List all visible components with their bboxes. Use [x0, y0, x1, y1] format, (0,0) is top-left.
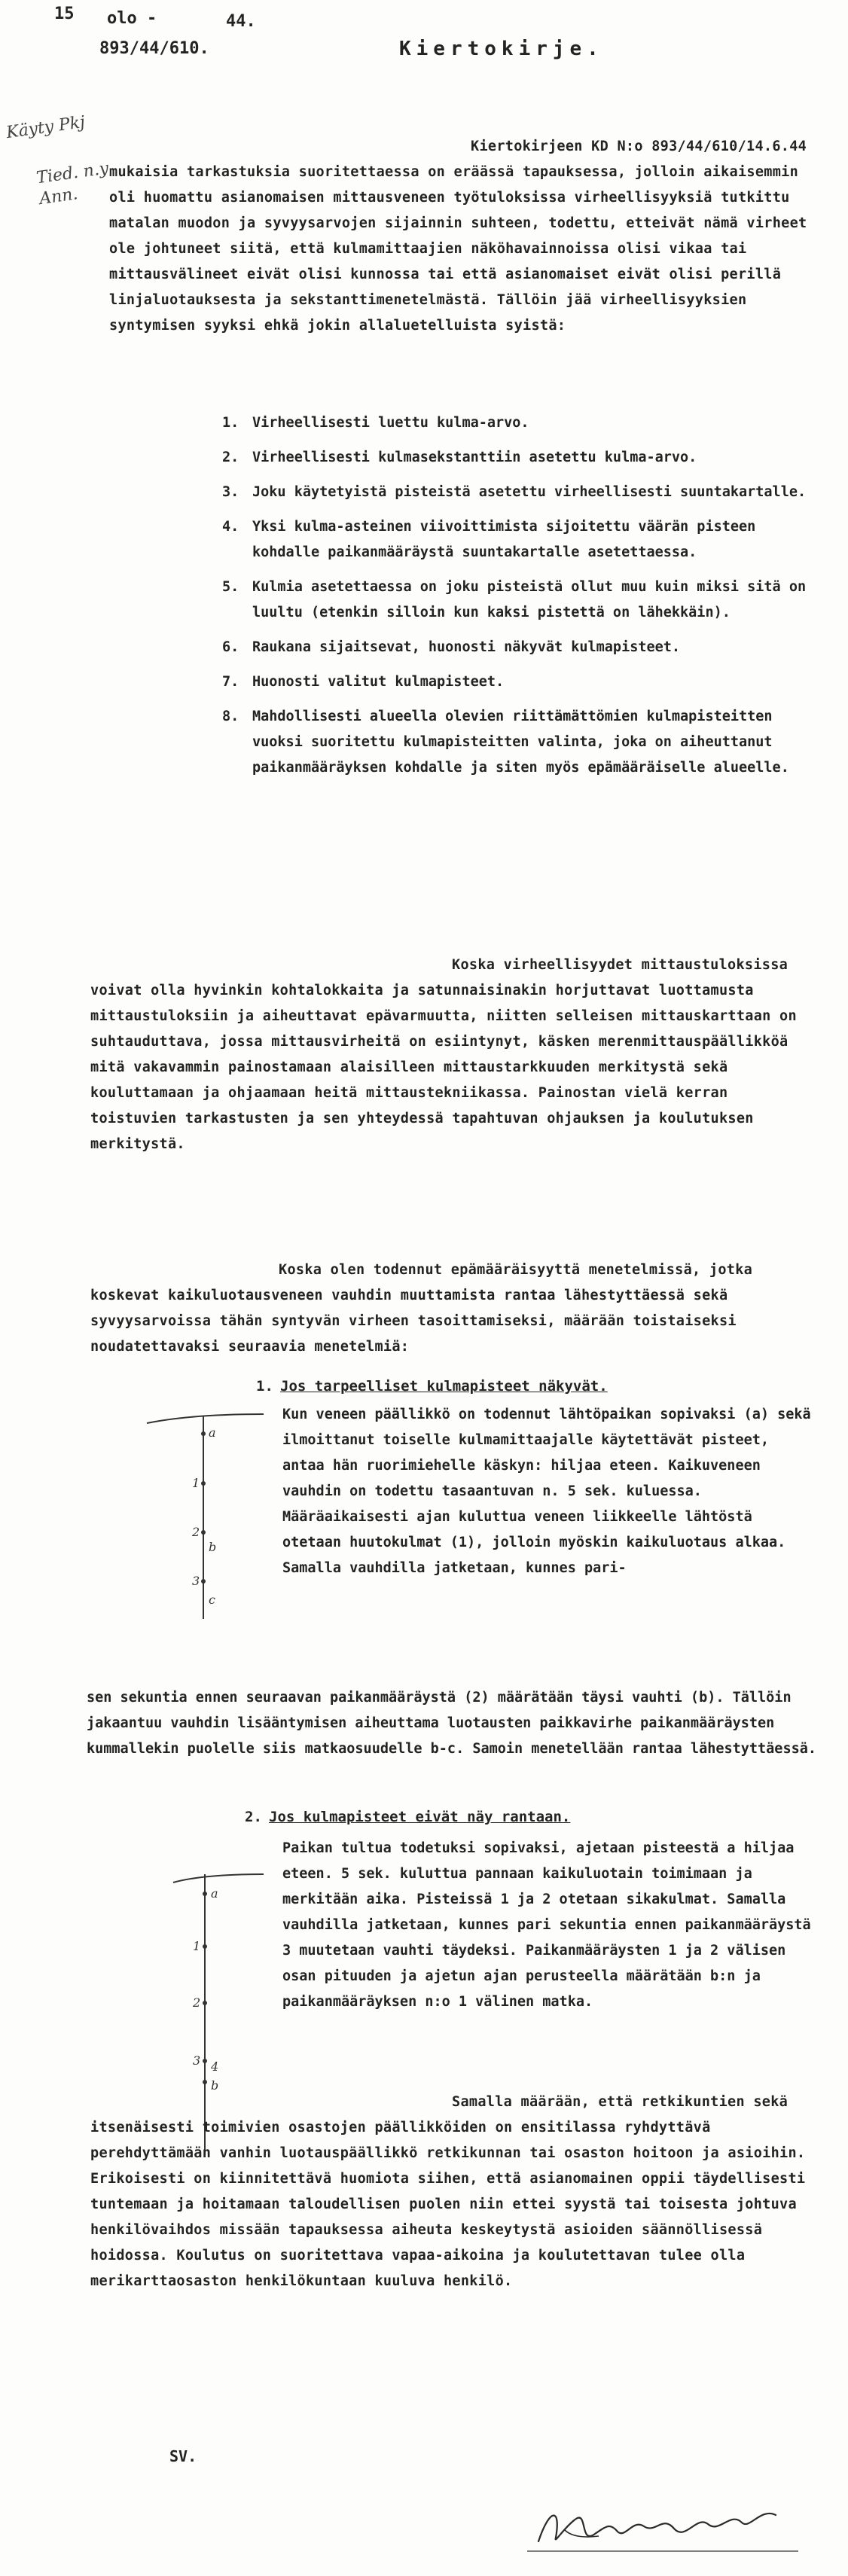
- method-1-full-text: sen sekuntia ennen seuraavan paikanmääräystä (2) määrätään täysi vauhti (b). Tällöin jakaantuu vauhdin lisääntymisen aiheuttama luotausten paikkavirhe paikanmääräysten kummallekin puolelle siis matkaosuudelle b-c. Samoin menetellään rantaa lähestyttäessä.: [87, 1690, 817, 1757]
- list-item: 2. Virheellisesti kulmasekstanttiin asetettu kulma-arvo.: [222, 450, 697, 465]
- reference-suffix: 44.: [226, 12, 256, 31]
- signature: [520, 2492, 806, 2560]
- sketch-label: 4: [211, 2059, 219, 2074]
- list-item: 7. Huonosti valitut kulmapisteet.: [222, 674, 505, 690]
- sketch-label: 3: [192, 1574, 200, 1588]
- list-item: 1. Virheellisesti luettu kulma-arvo.: [222, 415, 529, 431]
- method-1-heading: 1. Jos tarpeelliset kulmapisteet näkyvät.: [256, 1378, 608, 1395]
- list-item: 8. Mahdollisesti alueella olevien riittämättömien kulmapisteitten vuoksi suoritettu kulmapisteitten valinta, joka on aiheuttanut paikanmääräyksen kohdalle ja siten myös epämääräiselle alueelle.: [222, 709, 789, 776]
- department-code: olo -: [107, 9, 157, 28]
- paragraph-4: Samalla määrään, että retkikuntien sekä itsenäisesti toimivien osastojen päällikköiden on ensitilassa ryhdyttävä perehdyttämään vanhin luotauspäällikkö retkikunnan tai osaston hoitoon ja asioihin. Erikoisesti on kiinnitettävä huomiota siihen, että asianomainen oppii täydellisesti tuntemaan ja hoitamaan taloudellisen puolen niin ettei syystä tai toisesta johtuva henkilövaihdos missään tapauksessa aiheuta keskeytystä asioiden säännöllisessä hoidossa. Koulutus on suoritettava vapaa-aikoina ja koulutettavan tulee olla merikarttaosaston henkilökuntaan kuuluva henkilö.: [90, 2094, 806, 2289]
- signoff-initials: SV.: [169, 2447, 197, 2465]
- sketch-label: a: [209, 1425, 216, 1440]
- method-1-side-text: Kun veneen päällikkö on todennut lähtöpaikan sopivaksi (a) sekä ilmoittanut toiselle kulmamittaajalle käytettävät pisteet, antaa hän ruorimiehelle käskyn: hiljaa eteen. Kaikuveneen vauhdin on todettu tasaantuvan n. 5 sek. kuluessa. Määräaikaisesti ajan kuluttua veneen liikkeelle lähtöstä otetaan huutokulmat (1), jolloin myöskin kaikuluotaus alkaa. Samalla vauhdilla jatketaan, kunnes pari-: [282, 1407, 811, 1576]
- document-title: Kiertokirje.: [399, 38, 604, 60]
- list-item: 4. Yksi kulma-asteinen viivoittimista sijoitettu väärän pisteen kohdalle paikanmääräystä suuntakartalle asetettaessa.: [222, 519, 756, 560]
- paragraph-2: Koska virheellisyydet mittaustuloksissa voivat olla hyvinkin kohtalokkaita ja satunnaisinakin horjuttavat luottamusta mittaustuloksiin ja aiheuttavat epävarmuutta, niitten selleisen mittauskarttaan on suhtauduttava, jossa mittausvirheitä on esiintynyt, käsken merenmittauspäällikköä mitä vakavammin painostamaan alaisilleen mittaustarkkuuden merkitystä sekä kouluttamaan ja ohjaamaan heitä mittaustekniikassa. Painostan vielä kerran toistuvien tarkastusten ja sen yhteydessä tapahtuvan ohjauksen ja koulutuksen merkitystä.: [90, 957, 797, 1152]
- sketch-label: 2: [192, 1525, 200, 1539]
- sketch-label: 1: [192, 1476, 200, 1490]
- sketch-label: a: [211, 1886, 218, 1901]
- margin-note-1: Käyty Pkj: [5, 112, 87, 143]
- sketch-label: 2: [193, 1995, 201, 2010]
- sketch-label: b: [209, 1540, 217, 1554]
- sketch-label: 3: [193, 2053, 201, 2068]
- method-2-heading: 2. Jos kulmapisteet eivät näy rantaan.: [245, 1809, 571, 1825]
- sketch-label: c: [209, 1593, 215, 1607]
- list-item: 5. Kulmia asetettaessa on joku pisteistä ollut muu kuin miksi sitä on luultu (etenkin silloin kun kaksi pistettä on lähekkäin).: [222, 579, 807, 620]
- method-2-side-text: Paikan tultua todetuksi sopivaksi, ajetaan pisteestä a hiljaa eteen. 5 sek. kuluttua pannaan kaikuluotain toimimaan ja merkitään aika. Pisteissä 1 ja 2 otetaan sikakulmat. Samalla vauhdilla jatketaan, kunnes pari sekuntia ennen paikanmääräystä 3 muutetaan vauhti täydeksi. Paikanmääräysten 1 ja 2 välisen osan pituuden ja ajetun ajan perusteella määrätään b:n ja paikanmääräyksen n:o 1 välinen matka.: [282, 1840, 811, 2010]
- sketch-1-diagram: [132, 1401, 282, 1626]
- reference-number: 893/44/610.: [99, 39, 209, 58]
- list-item: 3. Joku käytetyistä pisteistä asetettu virheellisesti suuntakartalle.: [222, 484, 807, 500]
- intro-paragraph: Kiertokirjeen KD N:o 893/44/610/14.6.44 mukaisia tarkastuksia suoritettaessa on eräässä tapauksessa, jolloin aikaisemmin oli huomattu asianomaisen mittausveneen työtuloksissa virheellisyyksiä tutkittu matalan muodon ja syvyysarvojen sijainnin suhteen, todettu, etteivät nämä virheet ole johtuneet siitä, että kulmamittaajien näköhavainnoissa olisi vikaa tai mittausvälineet eivät olisi kunnossa tai että asianomaiset eivät olisi perillä linjaluotauksesta ja sekstanttimenetelmästä. Tällöin jää virheellisyyksien syntymisen syyksi ehkä jokin allaluetelluista syistä:: [109, 139, 807, 334]
- sketch-label: b: [211, 2078, 219, 2093]
- paragraph-3: Koska olen todennut epämääräisyyttä menetelmissä, jotka koskevat kaikuluotausveneen vauhdin muuttamista rantaa lähestyttäessä sekä syvyysarvoissa tähän syntyvän virheen tasoittamiseksi, määrään toistaiseksi noudatettavaksi seuraavia menetelmiä:: [90, 1262, 753, 1355]
- sketch-label: 1: [193, 1939, 201, 1953]
- margin-note-2: Tied. n.y Ann.: [35, 159, 110, 209]
- page-number: 15: [54, 5, 75, 23]
- causes-list: [222, 410, 817, 790]
- list-item: 6. Raukana sijaitsevat, huonosti näkyvät kulmapisteet.: [222, 639, 681, 655]
